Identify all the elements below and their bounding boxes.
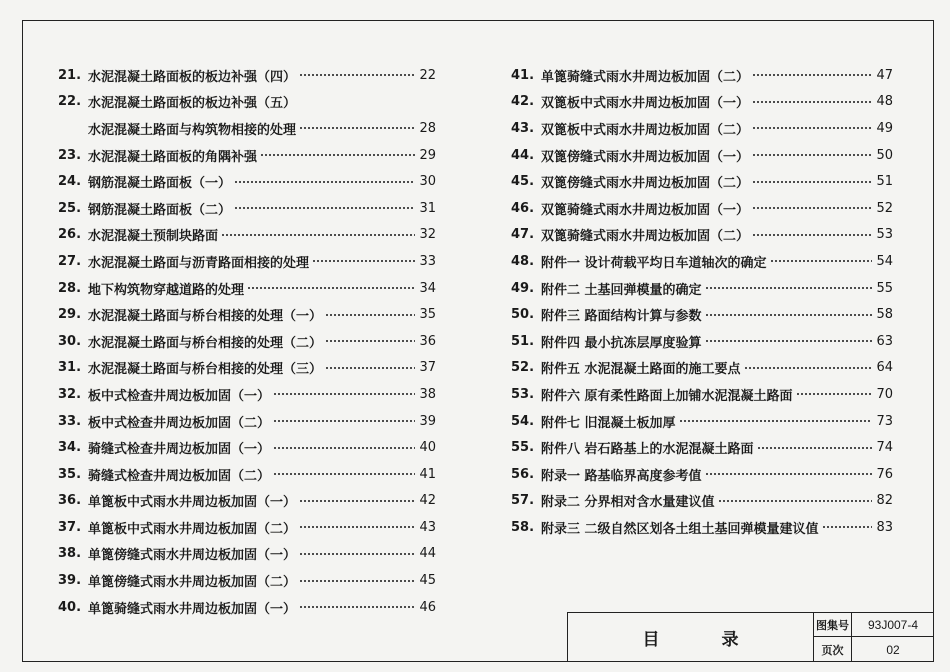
toc-entry-page: 37 bbox=[419, 360, 436, 376]
toc-entry-title: 单篦骑缝式雨水井周边板加固（二） bbox=[541, 69, 750, 85]
toc-leader-dots bbox=[221, 233, 415, 237]
toc-entry-page: 52 bbox=[876, 200, 893, 216]
toc-entry-number: 41. bbox=[511, 67, 535, 83]
toc-entry-page: 32 bbox=[419, 227, 436, 243]
toc-entry-title: 双篦板中式雨水井周边板加固（二） bbox=[541, 122, 750, 138]
toc-leader-dots bbox=[752, 100, 872, 104]
toc-entry bbox=[511, 168, 893, 195]
toc-entry-number: 55. bbox=[511, 440, 535, 456]
toc-entry-number: 40. bbox=[58, 599, 82, 615]
toc-entry-page: 31 bbox=[419, 200, 436, 216]
toc-entry-number: 31. bbox=[58, 360, 82, 376]
toc-entry bbox=[58, 301, 436, 328]
toc-entry-title: 附录二 分界相对含水量建议值 bbox=[541, 495, 715, 511]
toc-entry bbox=[58, 381, 436, 408]
toc-entry-number: 37. bbox=[58, 519, 82, 535]
toc-entry bbox=[58, 115, 436, 142]
toc-entry-number: 42. bbox=[511, 94, 535, 110]
toc-leader-dots bbox=[752, 73, 872, 77]
toc-entry-number: 32. bbox=[58, 386, 82, 402]
toc-leader-dots bbox=[299, 605, 415, 609]
toc-entry-number: 53. bbox=[511, 386, 535, 402]
toc-entry-page: 63 bbox=[876, 333, 893, 349]
toc-leader-dots bbox=[299, 552, 415, 556]
toc-entry-number: 43. bbox=[511, 120, 535, 136]
toc-entry bbox=[511, 222, 893, 249]
toc-column-right bbox=[511, 62, 893, 541]
toc-entry bbox=[511, 195, 893, 222]
toc-entry-number: 58. bbox=[511, 519, 535, 535]
toc-entry-number: 29. bbox=[58, 307, 82, 323]
toc-entry bbox=[58, 567, 436, 594]
toc-entry-title: 附录一 路基临界高度参考值 bbox=[541, 468, 702, 484]
toc-entry-title: 板中式检查井周边板加固（一） bbox=[88, 388, 271, 404]
toc-entry bbox=[58, 488, 436, 515]
toc-leader-dots bbox=[325, 339, 415, 343]
toc-leader-dots bbox=[757, 446, 872, 450]
toc-entry bbox=[58, 355, 436, 382]
page-number-label: 页次 bbox=[814, 637, 852, 662]
toc-leader-dots bbox=[299, 126, 415, 130]
toc-entry-page: 42 bbox=[419, 493, 436, 509]
toc-entry-title: 单篦傍缝式雨水井周边板加固（一） bbox=[88, 548, 297, 564]
toc-entry-title: 附件七 旧混凝土板加厚 bbox=[541, 415, 676, 431]
toc-entry-number: 30. bbox=[58, 333, 82, 349]
toc-entry-title: 附件五 水泥混凝土路面的施工要点 bbox=[541, 362, 741, 378]
toc-leader-dots bbox=[299, 499, 415, 503]
atlas-number-label: 图集号 bbox=[814, 613, 852, 637]
drawing-title: 目录 bbox=[568, 613, 814, 662]
toc-entry-number: 23. bbox=[58, 147, 82, 163]
toc-entry bbox=[58, 434, 436, 461]
toc-leader-dots bbox=[744, 366, 872, 370]
toc-leader-dots bbox=[325, 313, 415, 317]
toc-leader-dots bbox=[796, 392, 872, 396]
toc-entry-title: 板中式检查井周边板加固（二） bbox=[88, 415, 271, 431]
toc-entry-title: 水泥混凝土路面与桥台相接的处理（二） bbox=[88, 335, 323, 351]
toc-entry-number: 21. bbox=[58, 67, 82, 83]
toc-entry-page: 82 bbox=[876, 493, 893, 509]
toc-entry-page: 22 bbox=[419, 67, 436, 83]
toc-entry-number: 33. bbox=[58, 413, 82, 429]
toc-entry-page: 83 bbox=[876, 519, 893, 535]
toc-entry-title: 单篦板中式雨水井周边板加固（一） bbox=[88, 495, 297, 511]
toc-entry bbox=[511, 434, 893, 461]
toc-entry-title: 水泥混凝土路面与构筑物相接的处理 bbox=[88, 122, 297, 138]
toc-entry-title: 钢筋混凝土路面板（二） bbox=[88, 202, 232, 218]
toc-entry-page: 50 bbox=[876, 147, 893, 163]
toc-entry bbox=[58, 89, 436, 116]
toc-leader-dots bbox=[325, 366, 415, 370]
toc-entry-title: 单篦板中式雨水井周边板加固（二） bbox=[88, 521, 297, 537]
toc-entry bbox=[511, 408, 893, 435]
toc-entry-title: 单篦傍缝式雨水井周边板加固（二） bbox=[88, 575, 297, 591]
toc-entry bbox=[511, 142, 893, 169]
toc-entry-number: 35. bbox=[58, 466, 82, 482]
toc-leader-dots bbox=[234, 180, 415, 184]
toc-leader-dots bbox=[299, 525, 415, 529]
toc-entry-page: 45 bbox=[419, 573, 436, 589]
toc-leader-dots bbox=[752, 153, 872, 157]
toc-entry-number: 25. bbox=[58, 200, 82, 216]
toc-entry bbox=[511, 355, 893, 382]
toc-entry bbox=[511, 248, 893, 275]
toc-entry-number: 22. bbox=[58, 94, 82, 110]
toc-leader-dots bbox=[770, 259, 872, 263]
title-block bbox=[567, 612, 934, 662]
toc-entry-number: 54. bbox=[511, 413, 535, 429]
toc-entry-page: 48 bbox=[876, 94, 893, 110]
toc-entry bbox=[58, 195, 436, 222]
toc-leader-dots bbox=[260, 153, 415, 157]
toc-entry-title: 附件四 最小抗冻层厚度验算 bbox=[541, 335, 702, 351]
toc-entry-title: 水泥混凝土路面板的板边补强（五） bbox=[88, 96, 297, 112]
toc-entry bbox=[58, 275, 436, 302]
toc-entry-number: 27. bbox=[58, 253, 82, 269]
toc-entry-number: 38. bbox=[58, 546, 82, 562]
toc-entry-page: 73 bbox=[876, 413, 893, 429]
toc-entry bbox=[511, 381, 893, 408]
toc-entry-number: 24. bbox=[58, 174, 82, 190]
toc-entry bbox=[511, 62, 893, 89]
toc-entry-number: 49. bbox=[511, 280, 535, 296]
toc-entry-page: 34 bbox=[419, 280, 436, 296]
toc-entry-title: 双篦骑缝式雨水井周边板加固（二） bbox=[541, 229, 750, 245]
toc-entry-title: 水泥混凝土路面板的角隅补强 bbox=[88, 149, 258, 165]
toc-entry-title: 附件一 设计荷载平均日车道轴次的确定 bbox=[541, 255, 767, 271]
toc-entry bbox=[58, 222, 436, 249]
atlas-number-value: 93J007-4 bbox=[852, 613, 934, 637]
toc-entry-number: 39. bbox=[58, 573, 82, 589]
toc-entry-page: 55 bbox=[876, 280, 893, 296]
toc-entry-title: 附件八 岩石路基上的水泥混凝土路面 bbox=[541, 442, 754, 458]
toc-leader-dots bbox=[705, 286, 872, 290]
toc-entry-page: 36 bbox=[419, 333, 436, 349]
toc-leader-dots bbox=[273, 446, 415, 450]
toc-entry bbox=[58, 541, 436, 568]
toc-leader-dots bbox=[705, 313, 872, 317]
toc-entry bbox=[58, 328, 436, 355]
toc-leader-dots bbox=[299, 579, 415, 583]
toc-entry-number: 48. bbox=[511, 253, 535, 269]
toc-entry-title: 双篦板中式雨水井周边板加固（一） bbox=[541, 96, 750, 112]
toc-entry-title: 水泥混凝土预制块路面 bbox=[88, 229, 219, 245]
toc-entry-page: 70 bbox=[876, 386, 893, 402]
toc-leader-dots bbox=[752, 233, 872, 237]
toc-entry bbox=[511, 488, 893, 515]
toc-column-left bbox=[58, 62, 436, 620]
toc-entry-number: 47. bbox=[511, 227, 535, 243]
toc-leader-dots bbox=[273, 392, 415, 396]
toc-entry bbox=[58, 408, 436, 435]
toc-entry bbox=[58, 142, 436, 169]
toc-entry-page: 35 bbox=[419, 307, 436, 323]
toc-leader-dots bbox=[705, 339, 872, 343]
toc-entry-page: 64 bbox=[876, 360, 893, 376]
toc-entry-page: 51 bbox=[876, 174, 893, 190]
toc-entry-page: 30 bbox=[419, 174, 436, 190]
toc-entry-title: 附件六 原有柔性路面上加铺水泥混凝土路面 bbox=[541, 388, 793, 404]
toc-entry bbox=[58, 168, 436, 195]
toc-entry-title: 附录三 二级自然区划各土组土基回弹模量建议值 bbox=[541, 521, 819, 537]
toc-entry-page: 33 bbox=[419, 253, 436, 269]
toc-entry-title: 单篦骑缝式雨水井周边板加固（一） bbox=[88, 601, 297, 617]
toc-entry-title: 双篦傍缝式雨水井周边板加固（二） bbox=[541, 176, 750, 192]
toc-entry-number: 34. bbox=[58, 440, 82, 456]
toc-entry-title: 水泥混凝土路面与桥台相接的处理（一） bbox=[88, 309, 323, 325]
toc-entry bbox=[511, 328, 893, 355]
toc-entry-page: 38 bbox=[419, 386, 436, 402]
toc-leader-dots bbox=[822, 525, 872, 529]
toc-entry-page: 28 bbox=[419, 120, 436, 136]
toc-entry bbox=[58, 62, 436, 89]
toc-entry bbox=[511, 461, 893, 488]
toc-entry-page: 54 bbox=[876, 253, 893, 269]
toc-entry bbox=[511, 275, 893, 302]
toc-leader-dots bbox=[752, 180, 872, 184]
toc-entry-title: 地下构筑物穿越道路的处理 bbox=[88, 282, 245, 298]
toc-entry-number: 45. bbox=[511, 174, 535, 190]
toc-entry-page: 29 bbox=[419, 147, 436, 163]
toc-leader-dots bbox=[705, 472, 872, 476]
toc-leader-dots bbox=[718, 499, 872, 503]
toc-entry bbox=[58, 514, 436, 541]
toc-entry-title: 水泥混凝土路面板的板边补强（四） bbox=[88, 69, 297, 85]
toc-entry-title: 水泥混凝土路面与沥青路面相接的处理 bbox=[88, 255, 310, 271]
toc-leader-dots bbox=[752, 126, 872, 130]
toc-entry-page: 43 bbox=[419, 519, 436, 535]
toc-entry-title: 附件二 土基回弹模量的确定 bbox=[541, 282, 702, 298]
toc-entry bbox=[58, 594, 436, 621]
toc-entry-number: 44. bbox=[511, 147, 535, 163]
toc-leader-dots bbox=[312, 259, 415, 263]
page-number-value: 02 bbox=[886, 642, 900, 657]
toc-entry-page: 46 bbox=[419, 599, 436, 615]
toc-entry bbox=[58, 461, 436, 488]
toc-entry-title: 骑缝式检查井周边板加固（二） bbox=[88, 468, 271, 484]
toc-leader-dots bbox=[234, 206, 415, 210]
toc-leader-dots bbox=[273, 472, 415, 476]
toc-entry-page: 76 bbox=[876, 466, 893, 482]
toc-entry-title: 双篦骑缝式雨水井周边板加固（一） bbox=[541, 202, 750, 218]
toc-entry-title: 附件三 路面结构计算与参数 bbox=[541, 309, 702, 325]
toc-entry-title: 骑缝式检查井周边板加固（一） bbox=[88, 442, 271, 458]
toc-entry-title: 水泥混凝土路面与桥台相接的处理（三） bbox=[88, 362, 323, 378]
toc-entry-number: 50. bbox=[511, 307, 535, 323]
toc-entry-number: 26. bbox=[58, 227, 82, 243]
toc-entry-page: 49 bbox=[876, 120, 893, 136]
toc-leader-dots bbox=[273, 419, 415, 423]
toc-entry-number: 28. bbox=[58, 280, 82, 296]
toc-leader-dots bbox=[752, 206, 872, 210]
toc-leader-dots bbox=[679, 419, 872, 423]
toc-entry-number: 46. bbox=[511, 200, 535, 216]
toc-entry-page: 74 bbox=[876, 440, 893, 456]
toc-entry-title: 双篦傍缝式雨水井周边板加固（一） bbox=[541, 149, 750, 165]
toc-entry-page: 41 bbox=[419, 466, 436, 482]
toc-entry-number: 51. bbox=[511, 333, 535, 349]
toc-leader-dots bbox=[247, 286, 415, 290]
toc-entry bbox=[511, 115, 893, 142]
toc-entry-page: 47 bbox=[876, 67, 893, 83]
toc-entry bbox=[511, 89, 893, 116]
toc-entry bbox=[58, 248, 436, 275]
toc-entry-number: 36. bbox=[58, 493, 82, 509]
toc-entry-number: 57. bbox=[511, 493, 535, 509]
toc-entry-page: 53 bbox=[876, 227, 893, 243]
toc-entry-number: 56. bbox=[511, 466, 535, 482]
toc-entry-page: 44 bbox=[419, 546, 436, 562]
toc-entry-number: 52. bbox=[511, 360, 535, 376]
toc-entry-page: 58 bbox=[876, 307, 893, 323]
title-block-grid bbox=[814, 613, 934, 662]
toc-entry-page: 39 bbox=[419, 413, 436, 429]
toc-entry bbox=[511, 514, 893, 541]
toc-entry bbox=[511, 301, 893, 328]
toc-entry-title: 钢筋混凝土路面板（一） bbox=[88, 176, 232, 192]
toc-entry-page: 40 bbox=[419, 440, 436, 456]
toc-leader-dots bbox=[299, 73, 415, 77]
